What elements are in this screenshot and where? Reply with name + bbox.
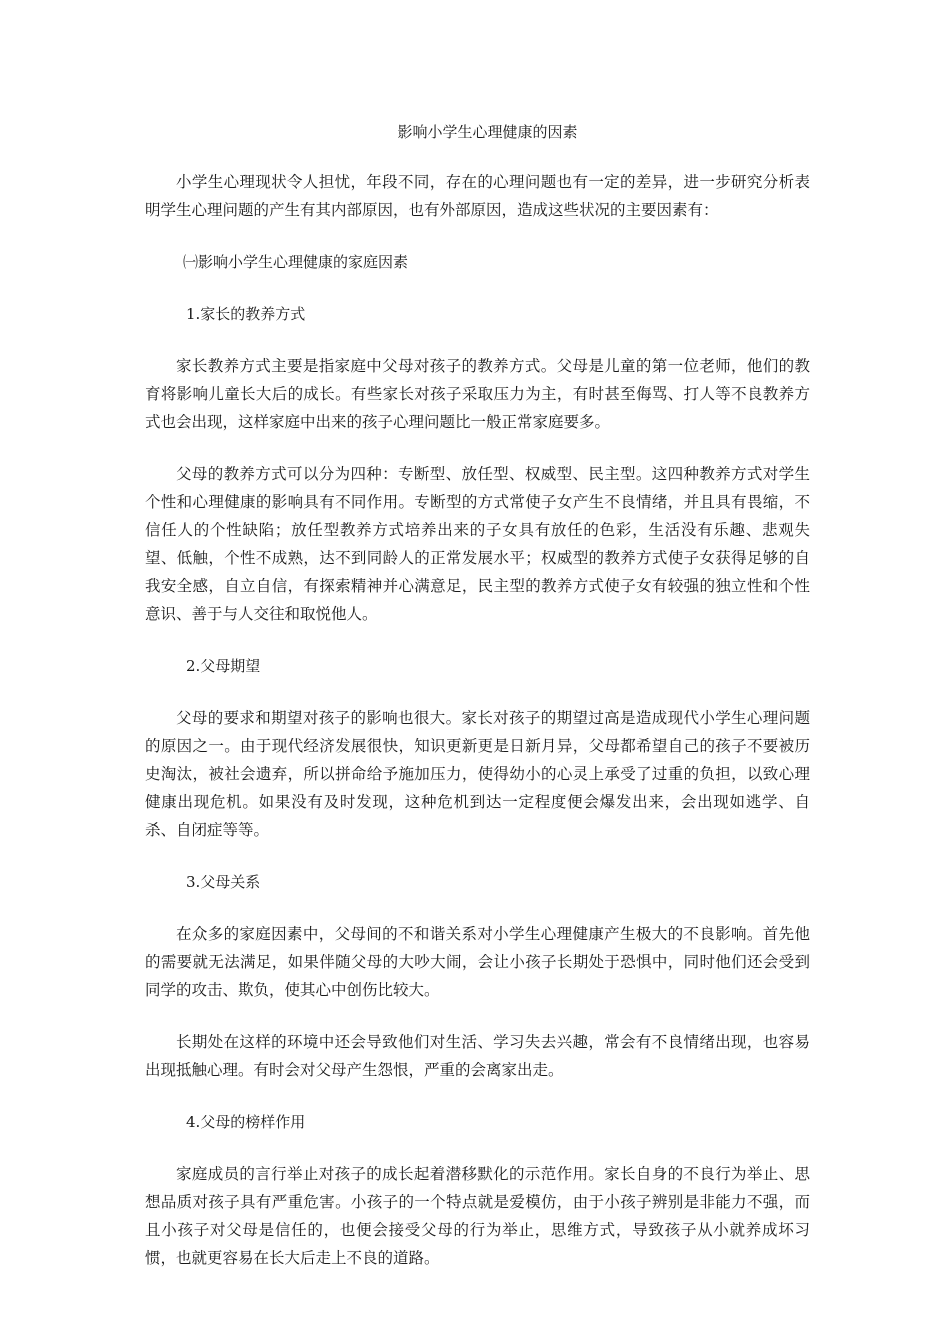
section-heading: ㈠影响小学生心理健康的家庭因素	[183, 253, 409, 271]
paragraph: 家庭成员的言行举止对孩子的成长起着潜移默化的示范作用。家长自身的不良行为举止、思想品质对孩子具有严重危害。小孩子的一个特点就是爱模仿，由于小孩子辨别是非能力不强，而且小孩子对父母是信任的，也便会接受父母的行为举止，思维方式，导致孩子从小就养成坏习惯，也就更容易在长大后走上不良的道路。	[145, 1165, 810, 1267]
subsection-heading: 3.父母关系	[186, 873, 261, 891]
paragraph: 父母的要求和期望对孩子的影响也很大。家长对孩子的期望过高是造成现代小学生心理问题的原因之一。由于现代经济发展很快，知识更新更是日新月异，父母都希望自己的孩子不要被历史淘汰，被社会遗弃，所以拼命给予施加压力，使得幼小的心灵上承受了过重的负担，以致心理健康出现危机。如果没有及时发现，这种危机到达一定程度便会爆发出来，会出现如逃学、自杀、自闭症等等。	[145, 709, 810, 839]
document-page	[145, 118, 810, 1296]
subsection-heading: 4.父母的榜样作用	[186, 1113, 306, 1131]
paragraph: 父母的教养方式可以分为四种：专断型、放任型、权威型、民主型。这四种教养方式对学生个性和心理健康的影响具有不同作用。专断型的方式常使子女产生不良情绪，并且具有畏缩，不信任人的个性缺陷；放任型教养方式培养出来的子女具有放任的色彩，生活没有乐趣、悲观失望、低触，个性不成熟，达不到同龄人的正常发展水平；权威型的教养方式使子女获得足够的自我安全感，自立自信，有探索精神并心满意足，民主型的教养方式使子女有较强的独立性和个性意识、善于与人交往和取悦他人。	[145, 465, 810, 623]
paragraph: 长期处在这样的环境中还会导致他们对生活、学习失去兴趣，常会有不良情绪出现，也容易出现抵触心理。有时会对父母产生怨恨，严重的会离家出走。	[145, 1033, 810, 1079]
subsection-heading: 1.家长的教养方式	[186, 305, 306, 323]
paragraph: 小学生心理现状令人担忧，年段不同，存在的心理问题也有一定的差异，进一步研究分析表明学生心理问题的产生有其内部原因，也有外部原因，造成这些状况的主要因素有：	[145, 173, 810, 219]
subsection-heading: 2.父母期望	[186, 657, 261, 675]
document-title: 影响小学生心理健康的因素	[397, 123, 578, 141]
paragraph: 家长教养方式主要是指家庭中父母对孩子的教养方式。父母是儿童的第一位老师，他们的教育将影响儿童长大后的成长。有些家长对孩子采取压力为主，有时甚至侮骂、打人等不良教养方式也会出现，这样家庭中出来的孩子心理问题比一般正常家庭要多。	[145, 357, 810, 431]
paragraph: 在众多的家庭因素中，父母间的不和谐关系对小学生心理健康产生极大的不良影响。首先他的需要就无法满足，如果伴随父母的大吵大闹，会让小孩子长期处于恐惧中，同时他们还会受到同学的攻击、欺负，使其心中创伤比较大。	[145, 925, 810, 999]
